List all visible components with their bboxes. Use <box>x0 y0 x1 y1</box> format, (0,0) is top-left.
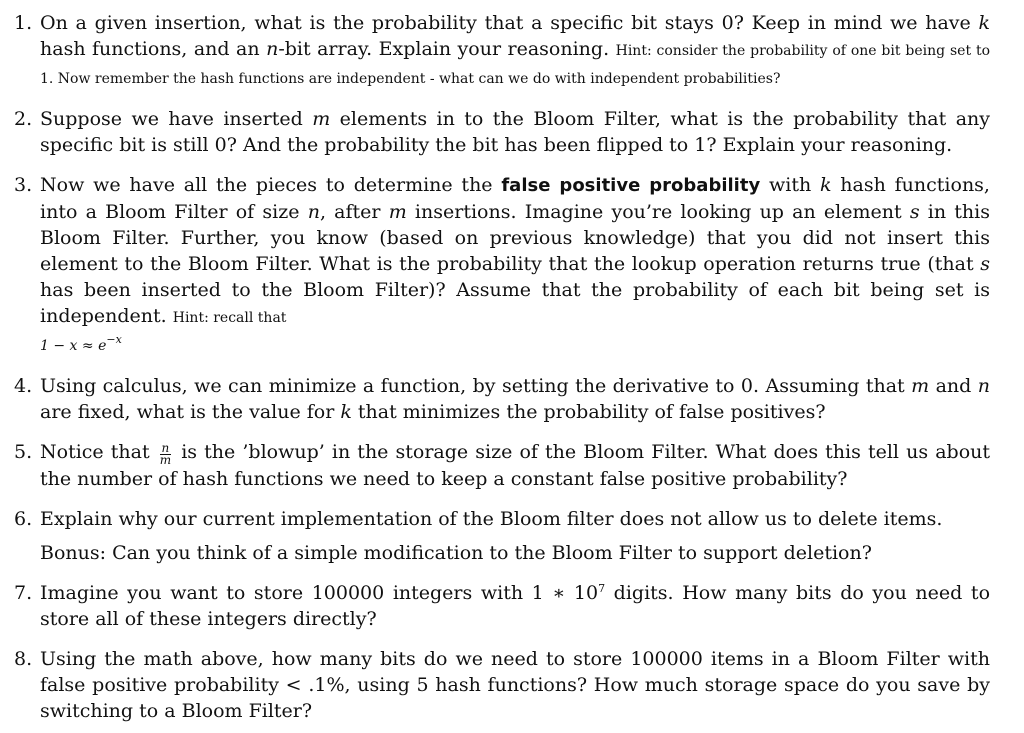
question-text: Using the math above, how many bits do we need to store 100000 items in a Bloom Filter with false positive probability < .1%, using 5 hash functions? How much storage space do you save by switching to a Bloom Filter? <box>40 648 990 722</box>
question-8 <box>14 646 990 724</box>
question-text: insertions. Imagine you’re looking up an element <box>406 201 910 223</box>
bonus-text: Bonus: Can you think of a simple modification to the Bloom Filter to support deletion? <box>40 542 872 564</box>
question-3 <box>14 172 990 359</box>
question-number: 6. <box>14 508 33 530</box>
question-text: with <box>760 174 820 196</box>
question-text: that minimizes the probability of false positives? <box>351 401 826 423</box>
question-4 <box>14 373 990 425</box>
question-number: 8. <box>14 648 33 670</box>
question-text: , after <box>319 201 389 223</box>
math-var: k <box>340 401 352 423</box>
question-1 <box>14 10 990 92</box>
fraction-numerator: n <box>161 441 170 455</box>
fraction-denominator: m <box>159 453 172 467</box>
question-number: 2. <box>14 108 33 130</box>
question-text: Suppose we have inserted <box>40 108 313 130</box>
question-text: digits. How many bits do you need to store all of these integers directly? <box>40 582 991 630</box>
fraction <box>160 443 171 466</box>
question-2 <box>14 106 990 158</box>
question-text: has been inserted to the Bloom Filter)? Assume that the probability of each bit being set is independent. <box>40 279 990 327</box>
question-text: elements in to the Bloom Filter, what is the probability that any specific bit is still 0? And the probability the bit has been flipped to 1? Explain your reasoning. <box>40 108 991 156</box>
question-number: 4. <box>14 375 33 397</box>
question-text: hash functions, into a Bloom Filter of size <box>40 174 990 223</box>
math-var: k <box>820 174 832 196</box>
question-6 <box>14 506 990 566</box>
hint-formula <box>40 333 122 354</box>
hint-text: Hint: consider the probability of one bit being set to 1. Now remember the hash functions are independent - what can we do with independent probabilities? <box>40 43 991 87</box>
question-text: are fixed, what is the value for <box>40 401 341 423</box>
question-text: -bit array. Explain your reasoning. <box>278 38 616 60</box>
question-list <box>14 10 990 724</box>
question-text: is the ’blowup’ in the storage size of the Bloom Filter. What does this tell us about the number of hash functions we need to keep a constant false positive probability? <box>40 441 991 490</box>
math-var: n <box>266 38 279 60</box>
exponent: 7 <box>598 582 606 595</box>
question-7 <box>14 580 990 632</box>
math-var: m <box>312 108 331 130</box>
math-var: n <box>307 201 320 223</box>
math-var: s <box>909 201 920 223</box>
question-number: 7. <box>14 582 33 604</box>
question-text: On a given insertion, what is the probability that a specific bit stays 0? Keep in mind we have <box>40 12 979 34</box>
question-text: and <box>929 375 978 397</box>
hint-text: Hint: recall that <box>172 310 287 326</box>
math-var: k <box>978 12 990 34</box>
bold-term: false positive probability <box>501 175 761 196</box>
math-var: m <box>911 375 930 397</box>
question-number: 5. <box>14 441 33 463</box>
question-text: Now we have all the pieces to determine the <box>40 174 502 196</box>
question-text: Imagine you want to store 100000 integers with 1 ∗ 10 <box>40 582 599 604</box>
question-5 <box>14 439 990 492</box>
formula-base: 1 − x ≈ e <box>40 338 107 354</box>
formula-exponent: −x <box>106 333 122 346</box>
question-text: hash functions, and an <box>40 38 267 60</box>
question-text: Explain why our current implementation of the Bloom filter does not allow us to delete items. <box>40 508 943 530</box>
question-number: 1. <box>14 12 33 34</box>
math-var: m <box>388 201 407 223</box>
question-text: in this Bloom Filter. Further, you know (based on previous knowledge) that you did not insert this element to the Bloom Filter. What is the probability that the lookup operation returns true (that <box>40 201 990 275</box>
math-var: n <box>977 375 990 397</box>
question-number: 3. <box>14 174 33 196</box>
math-var: s <box>980 253 990 275</box>
question-text: Notice that <box>40 441 157 463</box>
question-text: Using calculus, we can minimize a function, by setting the derivative to 0. Assuming that <box>40 375 912 397</box>
